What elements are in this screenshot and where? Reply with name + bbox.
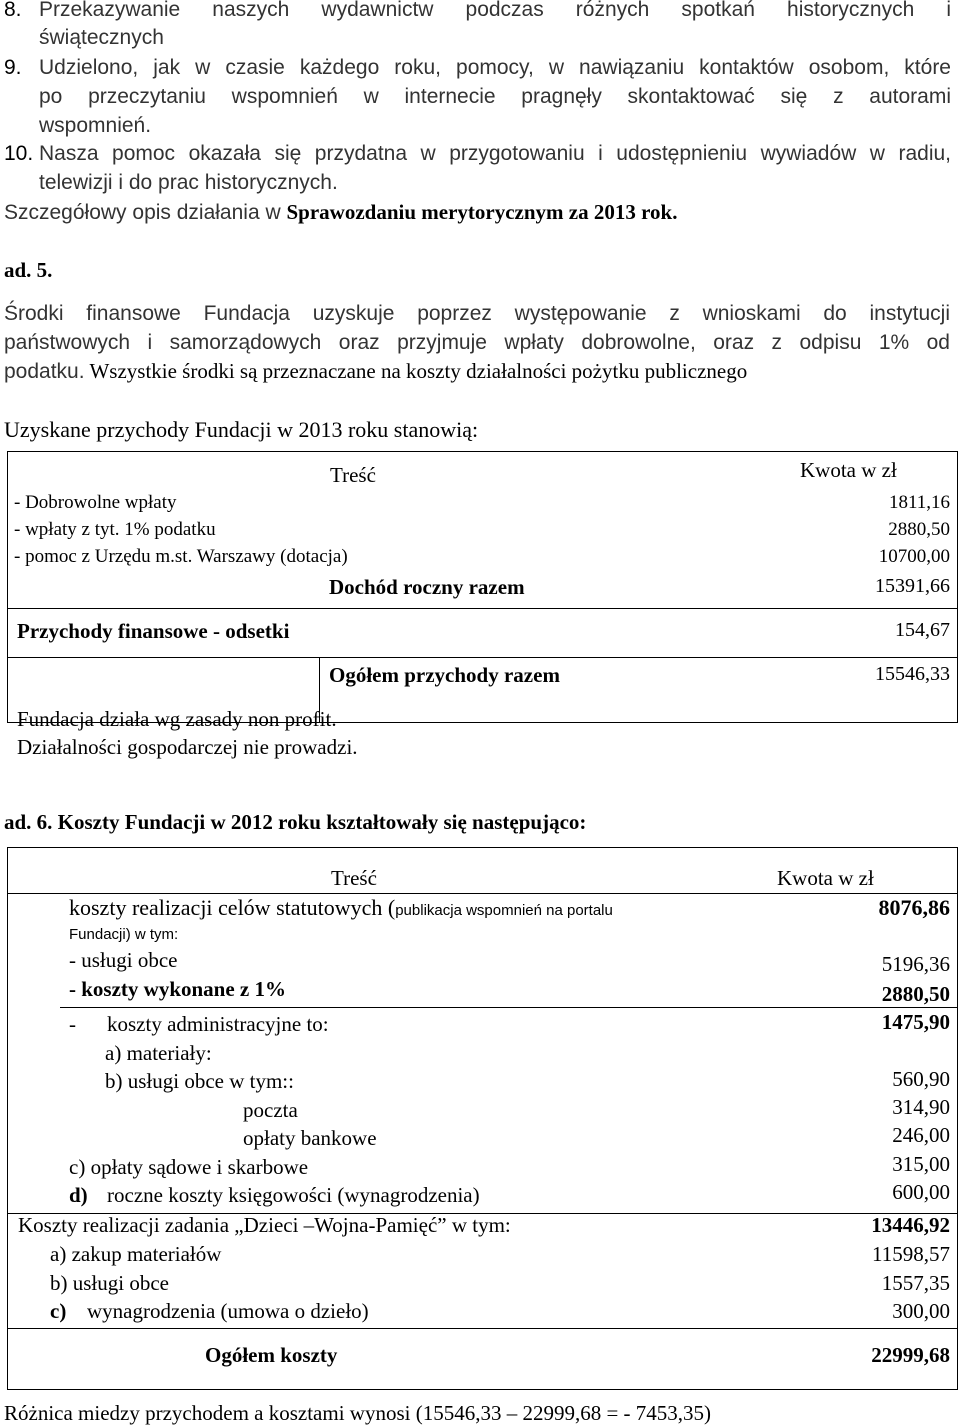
list-number: 9. — [4, 56, 22, 79]
wages-letter: c) — [50, 1299, 67, 1323]
project-costs-value: 13446,92 — [871, 1213, 950, 1237]
list-item-text: Przekazywanie naszych wydawnictw podczas różnych spotkań historycznych i — [39, 0, 951, 21]
list-number: 10. — [4, 142, 34, 165]
external-services-label: b) usługi obce w tym:: — [105, 1069, 294, 1093]
note-non-profit: Fundacja działa wg zasady non profit. — [17, 707, 337, 731]
post-label: poczta — [243, 1098, 298, 1122]
details-prefix: Szczegółowy opis działania w — [4, 201, 287, 224]
paragraph-line — [4, 359, 747, 384]
table-row-value: 1811,16 — [888, 492, 950, 513]
total-income-label: Ogółem przychody razem — [329, 663, 560, 687]
wages-label: wynagrodzenia (umowa o dzieło) — [87, 1299, 369, 1323]
list-item-text: Nasza pomoc okazała się przydatna w przygotowaniu i udostępnieniu wywiadów w radiu, — [39, 142, 951, 165]
income-heading-text: Uzyskane przychody Fundacji w 2013 roku stanowią: — [4, 417, 479, 442]
column-header-amount: Kwota w zł — [800, 458, 897, 482]
section-heading-ad6: ad. 6. Koszty Fundacji w 2012 roku kształtowały się następująco: — [4, 810, 587, 834]
financial-income-value: 154,67 — [895, 619, 950, 641]
total-income-value: 15546,33 — [875, 663, 950, 685]
list-number: 8. — [4, 0, 22, 21]
court-fees-value: 315,00 — [892, 1152, 950, 1176]
divider — [7, 1328, 958, 1329]
bank-fees-value: 246,00 — [892, 1123, 950, 1147]
divider — [7, 608, 958, 609]
purchase-label: a) zakup materiałów — [50, 1242, 222, 1266]
services-label: - usługi obce — [69, 948, 178, 972]
details-line — [4, 200, 677, 225]
accounting-label: roczne koszty księgowości (wynagrodzenia) — [107, 1183, 480, 1207]
financial-income-label: Przychody finansowe - odsetki — [17, 619, 290, 643]
materials-label: a) materiały: — [105, 1041, 212, 1065]
table-row-value: 2880,50 — [888, 519, 950, 540]
purchase-value: 11598,57 — [872, 1242, 950, 1266]
statutory-costs-note: publikacja wspomnień na portalu — [395, 902, 613, 919]
statutory-costs-value: 8076,86 — [878, 895, 950, 920]
admin-costs-value: 1475,90 — [881, 1010, 950, 1034]
annual-income-value: 15391,66 — [875, 575, 950, 597]
bank-fees-label: opłaty bankowe — [243, 1126, 377, 1150]
divider — [7, 893, 958, 894]
statutory-costs-note-cont: Fundacji) w tym: — [69, 926, 179, 943]
admin-costs-dash: - — [69, 1012, 76, 1036]
project-costs-label: Koszty realizacji zadania „Dzieci –Wojna-Pamięć” w tym: — [18, 1213, 511, 1237]
list-item-text: Udzielono, jak w czasie każdego roku, pomocy, w nawiązaniu kontaktów osobom, które — [39, 56, 951, 79]
statutory-costs-text: koszty realizacji celów statutowych ( — [69, 895, 396, 920]
note-no-business: Działalności gospodarczej nie prowadzi. — [17, 735, 358, 759]
external-services-value: 560,90 — [892, 1067, 950, 1091]
annual-income-label: Dochód roczny razem — [329, 575, 525, 599]
admin-costs-label: koszty administracyjne to: — [107, 1012, 329, 1036]
paragraph-line: państwowych i samorządowych oraz przyjmuje wpłaty dobrowolne, oraz z odpisu 1% od — [4, 331, 950, 354]
divider — [60, 1007, 958, 1008]
court-fees-label: c) opłaty sądowe i skarbowe — [69, 1155, 309, 1179]
column-header-amount: Kwota w zł — [777, 866, 874, 890]
statutory-costs-label — [69, 895, 613, 921]
table-row-label: - Dobrowolne wpłaty — [14, 492, 177, 513]
post-value: 314,90 — [892, 1095, 950, 1119]
total-costs-label: Ogółem koszty — [205, 1343, 338, 1367]
one-percent-value: 2880,50 — [881, 982, 950, 1006]
column-header-content: Treść — [330, 463, 376, 487]
list-item-text: telewizji i do prac historycznych. — [39, 171, 338, 194]
table-row-label: - wpłaty z tyt. 1% podatku — [14, 519, 216, 540]
services-value: 5196,36 — [881, 952, 950, 976]
paragraph-fragment: podatku. — [4, 360, 85, 383]
list-item-text: po przeczytaniu wspomnień w internecie pragnęły skontaktować się z autorami — [39, 85, 951, 108]
project-services-value: 1557,35 — [881, 1271, 950, 1295]
column-header-content: Treść — [331, 866, 377, 890]
income-heading — [4, 417, 478, 443]
accounting-letter: d) — [69, 1183, 88, 1207]
accounting-value: 600,00 — [892, 1180, 950, 1204]
paragraph-fragment: Wszystkie środki są przeznaczane na koszty działalności pożytku publicznego — [89, 359, 748, 383]
one-percent-label: - koszty wykonane z 1% — [69, 977, 287, 1001]
table-row-value: 10700,00 — [878, 546, 950, 567]
details-report-title: Sprawozdaniu merytorycznym za 2013 rok. — [286, 200, 678, 224]
difference-line: Różnica miedzy przychodem a kosztami wynosi (15546,33 – 22999,68 = - 7453,35) — [4, 1401, 712, 1425]
paragraph-line: Środki finansowe Fundacja uzyskuje poprzez występowanie z wnioskami do instytucji — [4, 302, 950, 325]
project-services-label: b) usługi obce — [50, 1271, 169, 1295]
wages-value: 300,00 — [892, 1299, 950, 1323]
table-row-label: - pomoc z Urzędu m.st. Warszawy (dotacja) — [14, 546, 348, 567]
section-heading-ad5: ad. 5. — [4, 258, 53, 282]
divider — [7, 657, 958, 658]
list-item-text: wspomnień. — [39, 114, 152, 137]
list-item-text: świątecznych — [39, 26, 164, 49]
total-costs-value: 22999,68 — [871, 1343, 950, 1367]
